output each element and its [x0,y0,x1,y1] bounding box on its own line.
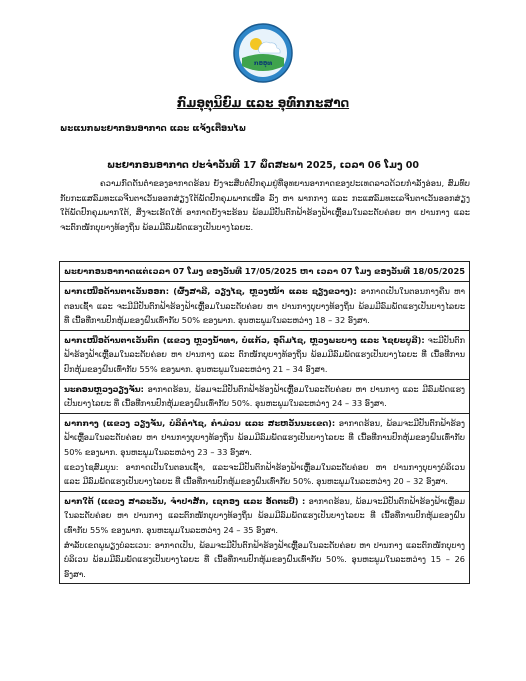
ministry-title: ກົມອຸຕຸນິຍົມ ແລະ ອຸທົກກະສາດ [176,96,350,110]
region-name: ພາກເໜືອດ້ານຕາເວັນຕົກ (ແຂວງ ຫຼວງນ້ຳທາ, ບໍ່ແກ້ວ, ອຸດົມໄຊ, ຫຼວງພະບາງ ແລະ ໄຊຍະບູລີ): [64,334,425,345]
forecast-title: ພະຍາກອນອາກາດ ປະຈຳວັນທີ 17 ພຶດສະພາ 2025, ເວລາ 06 ໂມງ 00 [106,160,420,171]
forecast-period: ພະຍາກອນອາກາດແຕ່ເວລາ 07 ໂມງ ຂອງວັນທີ 17/05/2025 ຫາ ເວລາ 07 ໂມງ ຂອງວັນທີ 18/05/2025 [60,262,469,282]
region-text: ຈະມີປັນຕົກຟ້າຮ້ອງຟ້າເຫຼື້ອມໃນລະດັບຄ່ອຍ ຫາ ປານກາງ ແລະ ຕົກໜັກບຸບາງທ້ອງຖິ່ນ ພ້ອມມີລົມພັດແຮງເປັນບາງໄລຍະ ທີ່ ເນື້ອທີ່ການປົກຫຸ້ມຂອງຝົນເທົ່າກັບ 55% ຂອງພາກ. ອຸນຫະພູມໃນລະຫວ່າງ 21 – 34 ອົງສາ. [64,334,465,374]
region-central [60,414,469,492]
region-south [60,492,469,584]
forecast-intro: ຄວາມກົດດັນຕໍ່າຂອງອາກາດຮ້ອນ ຍັງຈະສືບຕໍ່ປົກຄຸມຢູ່ທີ່ອຸທຍານອາກາດຂອງປະເທດລາວດ້ວຍກຳລັງອ່ອນ, ສົມທົບກັບກະແສລົມທະເລຈີນຕາເວັນອອກສ່ຽງໃຕ້ພັດປົກຄຸມພາກເໜືອ ລົງ ຫາ ພາກກາງ ແລະ ກະແສລົມທະເລຈີນຕາເວັນອອກສ່ຽງໃຕ້ພັດປົກຄຸມພາກໃຕ້, ສິ່ງຈະເຮັດໃຫ້ ອາກາດຍັງຈະຮ້ອນ ພ້ອມມີປັນຕົກຟ້າຮ້ອງຟ້າເຫຼື້ອມໃນລະດັບຄ່ອຍ ຫາ ປານກາງ ແລະ ຈະຕົກໜັກບຸບາງທ້ອງຖິ່ນ ພ້ອມມີລົມພັດແຮງເປັນບາງໄລຍະ. [60,178,470,232]
region-text: ອາກາດເປັນໃນຕອນກາງຄືນ ຫາ ຕອນເຊົ້າ ແລະ ຈະມີມີປັນຕົກຟ້າຮ້ອງຟ້າເຫຼື້ອມໃນລະດັບຄ່ອຍ ຫາ ປານກາງບຸບາງທ້ອງຖິ່ນ ພ້ອມມີລົມພັດແຮງເປັນບາງໄລຍະ ທີ່ ເນື້ອທີ່ການປົກຫຸ້ມຂອງຝົນເທົ່າກັບ 50% ຂອງພາກ. ອຸນຫະພູມໃນລະຫວ່າງ 18 – 32 ອົງສາ. [64,286,465,326]
region-extra: ສຳລັບເຂດພູພຽງບໍລະເວນ: ອາກາດເປັນ, ພ້ອມຈະມີປັນຕົກຟ້າຮ້ອງຟ້າເຫຼື້ອມໃນລະດັບຄ່ອຍ ຫາ ປານກາງ ແລະຕົກໜັກບຸບາງບໍລິເວນ ພ້ອມມີລົມພັດແຮງເປັນບາງໄລຍະ ທີ່ ເນື້ອທີ່ການປົກຫຸ້ມຂອງຝົນເທົ່າກັບ 50%. ອຸນຫະພູມໃນລະຫວ່າງ 15 – 26 ອົງສາ. [64,539,465,579]
region-name: ພາກກາງ (ແຂວງ ວຽງຈັນ, ບໍລິຄຳໄຊ, ຄຳມ່ວນ ແລະ ສະຫວັນນະເຂດ): [64,417,336,428]
region-name: ພາກເໜືອດ້ານຕາເວັນອອກ: (ຜົ້ງສາລີ, ວຽງໄຊ, ຫຼວງໜ້າ ແລະ ຊຽງຂວາງ): [64,286,357,296]
region-name: ພາກໃຕ້ (ແຂວງ ສາລະວັນ, ຈຳປາສັກ, ເຊກອງ ແລະ ອັດຕະປື) : [64,495,306,506]
logo-label: ກອອຸທ [253,60,273,67]
region-northwest [60,331,469,380]
department-title: ພະແນກພະຍາກອນອາກາດ ແລະ ແຈ້ງເຕືອນໄພ [60,124,247,134]
forecast-table [59,261,470,584]
region-extra: ແຂວງໄຊສົມບູນ: ອາກາດເປັນໃນຕອນເຊົ້າ, ແລະຈະມີປັນຕົກຟ້າຮ້ອງຟ້າເຫຼື້ອມໃນລະດັບຄ່ອຍ ຫາ ປານກາງບຸບາງບໍລິເວນ ແລະ ມີລົມພັດແຮງເປັນບາງໄລຍະ ທີ່ ເນື້ອທີ່ການປົກຫຸ້ມຂອງຝົນເທົ່າກັບ 50%. ອຸນຫະພູມໃນລະຫວ່າງ 20 – 32 ອົງສາ. [64,461,465,487]
region-text: ອາກາດຮ້ອນ, ພ້ອມຈະມີປັນຕົກຟ້າຮ້ອງຟ້າເຫຼື້ອມໃນລະດັບຄ່ອຍ ຫາ ປານກາງ ແລະ ມີລົມພັດແຮງເປັນບາງໄລຍະ ທີ່ ເນື້ອທີ່ການປົກຫຸ້ມຂອງຝົນເທົ່າກັບ 50%. ອຸນຫະພູມໃນລະຫວ່າງ 24 – 33 ອົງສາ. [64,383,466,409]
region-text: ອາກາດຮ້ອນ, ພ້ອມຈະມີປັນຕົກຟ້າຮ້ອງຟ້າເຫຼື້ອມໃນລະດັບຄ່ອຍ ຫາ ປານກາງ ແລະຕົກໜັກບຸບາງທ້ອງຖິ່ນ ພ້ອມມີລົມພັດແຮງເປັນບາງໄລຍະ ທີ່ ເນື້ອທີ່ການປົກຫຸ້ມຂອງຝົນເທົ່າກັບ 55% ຂອງພາກ. ອຸນຫະພູມໃນລະຫວ່າງ 24 – 35 ອົງສາ. [64,495,466,535]
region-vientiane-capital [60,380,469,414]
region-name: ນະຄອນຫຼວງວຽງຈັນ: [64,383,144,394]
meteorology-logo-icon [232,22,294,84]
region-northeast [60,282,469,331]
region-text: ອາກາດຮ້ອນ, ພ້ອມຈະມີປັນຕົກຟ້າຮ້ອງຟ້າເຫຼື້ອມໃນລະດັບຄ່ອຍ ຫາ ປານກາງບຸບາງທ້ອງຖິ່ນ ພ້ອມມີລົມພັດແຮງເປັນບາງໄລຍະ ທີ່ ເນື້ອທີ່ການປົກຫຸ້ມຂອງຝົນເທົ່າກັບ 50% ຂອງພາກ. ອຸນຫະພູມໃນລະຫວ່າງ 23 – 33 ອົງສາ. [64,417,465,457]
